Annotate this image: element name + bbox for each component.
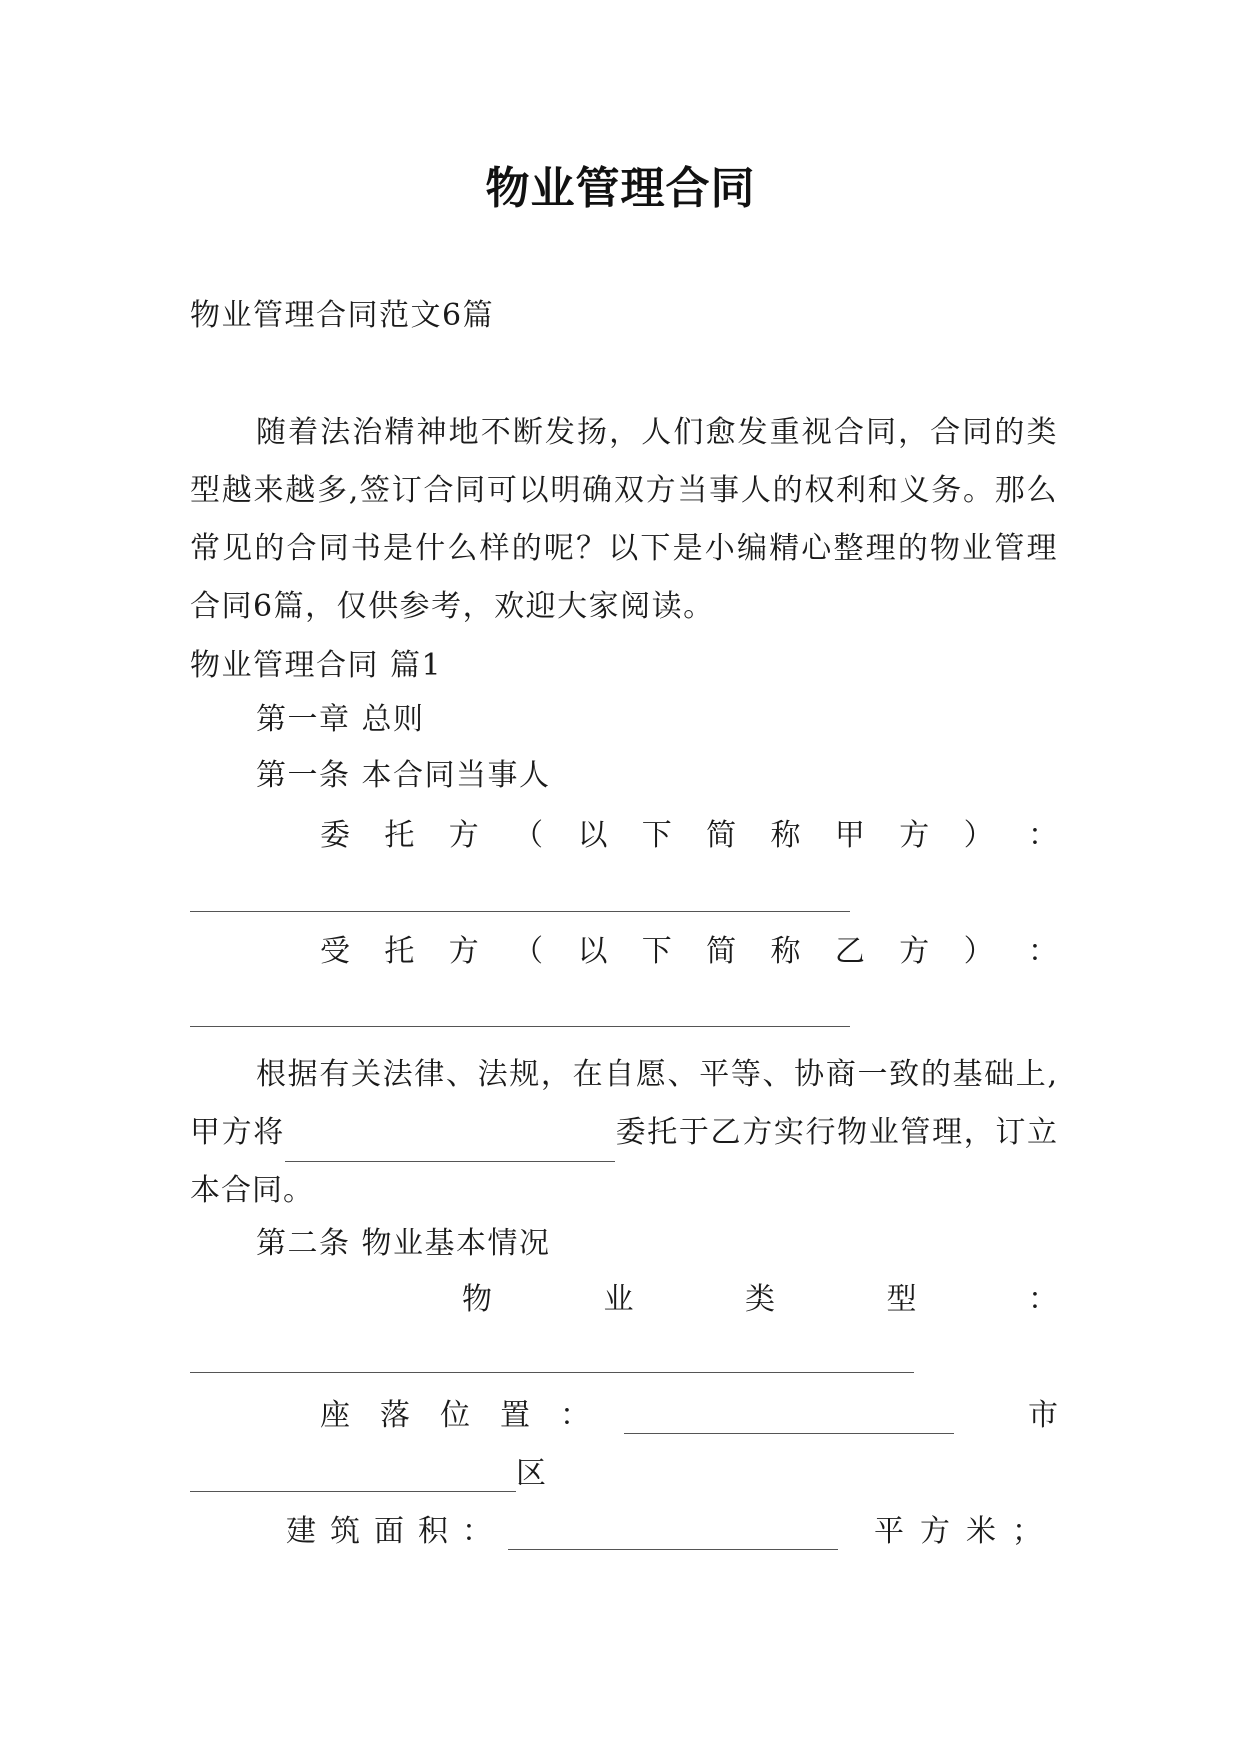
party-a-char: 方 xyxy=(899,818,930,853)
party-a-char: 以 xyxy=(577,818,608,853)
chapter-heading: 第一章 总则 xyxy=(256,702,425,737)
party-a-label xyxy=(320,818,1058,854)
basis-text-start: 根据有关法律、法规，在自愿、平等、协商一致的基础上,甲方将 xyxy=(190,1057,1058,1150)
city-unit: 市 xyxy=(1028,1398,1058,1433)
district-unit: 区 xyxy=(516,1456,546,1491)
party-b-char: 方 xyxy=(899,934,930,969)
party-b-char: 托 xyxy=(384,934,415,969)
party-b-char: 方 xyxy=(448,934,479,969)
party-b-char: ： xyxy=(1027,934,1058,969)
property-type-char: ： xyxy=(1028,1282,1058,1317)
party-b-char: ） xyxy=(963,934,994,969)
party-a-blank xyxy=(190,911,850,912)
basis-paragraph xyxy=(190,1046,1058,1220)
property-type-char: 型 xyxy=(886,1282,917,1317)
location-char: 位 xyxy=(440,1398,470,1433)
document-subtitle: 物业管理合同范文6篇 xyxy=(190,298,495,333)
basis-text-end: 委托于乙方实行物业管理，订立本合同。 xyxy=(190,1115,1059,1208)
area-unit: 平方米； xyxy=(874,1514,1058,1549)
district-blank xyxy=(190,1461,516,1492)
party-a-char: 下 xyxy=(641,818,672,853)
party-b-char: 称 xyxy=(770,934,801,969)
party-a-char: 委 xyxy=(320,818,350,853)
area-char: 积 xyxy=(418,1514,448,1549)
intro-paragraph: 随着法治精神地不断发扬，人们愈发重视合同，合同的类型越来越多,签订合同可以明确双方当事人的权利和义务。那么常见的合同书是什么样的呢？以下是小编精心整理的物业管理合同6篇，仅供参考，欢迎大家阅读。 xyxy=(190,415,1058,624)
location-char: ： xyxy=(560,1398,590,1433)
location-char: 置 xyxy=(500,1398,530,1433)
party-b-char: （ xyxy=(513,934,544,969)
article-1-heading: 第一条 本合同当事人 xyxy=(256,758,551,793)
location-char: 落 xyxy=(380,1398,410,1433)
area-blank xyxy=(508,1519,838,1550)
party-b-char: 简 xyxy=(706,934,737,969)
property-type-blank xyxy=(190,1372,914,1373)
party-a-char: 方 xyxy=(448,818,479,853)
property-type-char: 物 xyxy=(462,1282,492,1317)
article-2-heading: 第二条 物业基本情况 xyxy=(256,1226,551,1261)
party-b-label xyxy=(320,934,1058,970)
area-char: 建 xyxy=(286,1514,316,1549)
party-a-char: 称 xyxy=(770,818,801,853)
party-b-blank xyxy=(190,1026,850,1027)
property-type-label xyxy=(462,1282,1058,1318)
party-a-char: 甲 xyxy=(834,818,865,853)
location-line xyxy=(320,1398,1058,1434)
property-name-blank xyxy=(285,1131,615,1162)
area-char: ： xyxy=(462,1514,492,1549)
area-line xyxy=(286,1514,1058,1550)
party-a-char: 托 xyxy=(384,818,415,853)
party-a-char: ： xyxy=(1027,818,1058,853)
area-char: 面 xyxy=(374,1514,404,1549)
property-type-char: 类 xyxy=(745,1282,775,1317)
party-a-char: （ xyxy=(513,818,544,853)
document-title: 物业管理合同 xyxy=(485,163,756,214)
party-b-char: 受 xyxy=(320,934,350,969)
section-title: 物业管理合同 篇1 xyxy=(190,648,443,683)
party-a-char: ） xyxy=(963,818,994,853)
location-char: 座 xyxy=(320,1398,350,1433)
area-char: 筑 xyxy=(330,1514,360,1549)
party-b-char: 下 xyxy=(641,934,672,969)
party-b-char: 乙 xyxy=(834,934,865,969)
city-blank xyxy=(624,1403,954,1434)
property-type-char: 业 xyxy=(603,1282,634,1317)
party-a-char: 简 xyxy=(706,818,737,853)
party-b-char: 以 xyxy=(577,934,608,969)
district-line xyxy=(190,1456,546,1492)
